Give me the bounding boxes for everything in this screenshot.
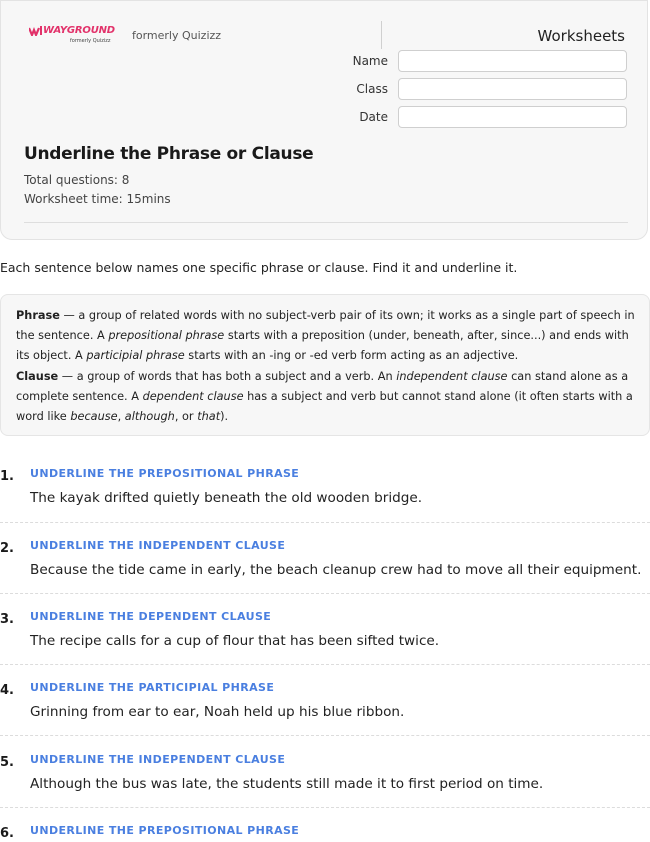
question-separator — [0, 593, 650, 594]
formerly-label: formerly Quizizz — [132, 29, 222, 42]
question-sentence[interactable]: The recipe calls for a cup of flour that has been sifted twice. — [30, 633, 440, 649]
question-2 — [0, 541, 650, 612]
question-number: 1. — [0, 469, 14, 484]
question-number: 5. — [0, 755, 14, 770]
clause-def-1: — a group of words that has both a subject and a verb. An — [58, 369, 397, 383]
question-separator — [0, 735, 650, 736]
question-number: 6. — [0, 826, 14, 841]
question-separator — [0, 522, 650, 523]
clause-def-3: has a subject and verb but cannot stand alone (it often starts with a word like — [16, 389, 633, 424]
comma-sep: , — [117, 410, 125, 424]
worksheets-label: Worksheets — [537, 27, 625, 45]
logo-mark-icon — [29, 26, 42, 36]
date-field[interactable] — [398, 106, 627, 128]
logo-text: WAYGROUND — [43, 25, 115, 36]
prepositional-phrase-term: prepositional phrase — [108, 329, 225, 343]
name-label: Name — [352, 54, 388, 68]
instructions: Each sentence below names one specific phrase or clause. Find it and underline it. — [0, 260, 518, 275]
question-3 — [0, 612, 650, 683]
phrase-def-1: — a group of related words with no subject-verb pair of its own; it works as a single part of speech in the sentence. A — [16, 309, 635, 343]
phrase-def-3: starts with an -ing or -ed verb form acting as an adjective. — [184, 349, 519, 363]
wayground-logo — [29, 25, 117, 47]
question-number: 4. — [0, 683, 14, 698]
worksheet-title: Underline the Phrase or Clause — [24, 144, 314, 164]
independent-clause-term: independent clause — [396, 369, 508, 383]
question-separator — [0, 807, 650, 808]
question-5 — [0, 755, 650, 826]
question-instruction: UNDERLINE THE DEPENDENT CLAUSE — [30, 610, 272, 623]
worksheet-header — [0, 0, 648, 240]
question-instruction: UNDERLINE THE INDEPENDENT CLAUSE — [30, 539, 286, 552]
example-that: that — [197, 410, 221, 424]
question-6 — [0, 826, 650, 842]
example-although: although — [124, 410, 175, 424]
question-instruction: UNDERLINE THE INDEPENDENT CLAUSE — [30, 753, 286, 766]
dependent-clause-term: dependent clause — [142, 389, 244, 403]
clause-term: Clause — [16, 369, 59, 383]
question-instruction: UNDERLINE THE PARTICIPIAL PHRASE — [30, 681, 275, 694]
header-divider — [381, 21, 382, 49]
header-rule — [24, 222, 628, 223]
question-sentence[interactable]: Grinning from ear to ear, Noah held up his blue ribbon. — [30, 704, 405, 720]
clause-def-4: ). — [220, 410, 229, 424]
question-instruction: UNDERLINE THE PREPOSITIONAL PHRASE — [30, 467, 300, 480]
participial-phrase-term: participial phrase — [86, 349, 185, 363]
name-field[interactable] — [398, 50, 627, 72]
question-4 — [0, 683, 650, 754]
clause-def-2: can stand alone as a complete sentence. A — [16, 369, 629, 403]
example-because: because — [70, 410, 118, 424]
question-sentence[interactable]: Because the tide came in early, the beach cleanup crew had to move all their equipment. — [30, 562, 642, 578]
total-questions: Total questions: 8 — [24, 173, 130, 187]
question-number: 2. — [0, 541, 14, 556]
question-sentence[interactable]: The kayak drifted quietly beneath the old wooden bridge. — [30, 490, 423, 506]
logo-subtext: formerly Quizizz — [70, 38, 111, 44]
class-field[interactable] — [398, 78, 627, 100]
or-sep: , or — [174, 410, 198, 424]
question-separator — [0, 664, 650, 665]
worksheet-time: Worksheet time: 15mins — [24, 192, 171, 206]
question-sentence[interactable]: Although the bus was late, the students still made it to first period on time. — [30, 776, 544, 792]
definitions-box — [0, 294, 650, 436]
date-label: Date — [359, 110, 388, 124]
class-label: Class — [356, 82, 388, 96]
phrase-term: Phrase — [16, 309, 60, 322]
question-number: 3. — [0, 612, 14, 627]
phrase-def-2: starts with a preposition (under, beneath, after, since...) and ends with its object. A — [16, 329, 629, 363]
question-instruction: UNDERLINE THE PREPOSITIONAL PHRASE — [30, 824, 300, 837]
question-1 — [0, 469, 650, 540]
